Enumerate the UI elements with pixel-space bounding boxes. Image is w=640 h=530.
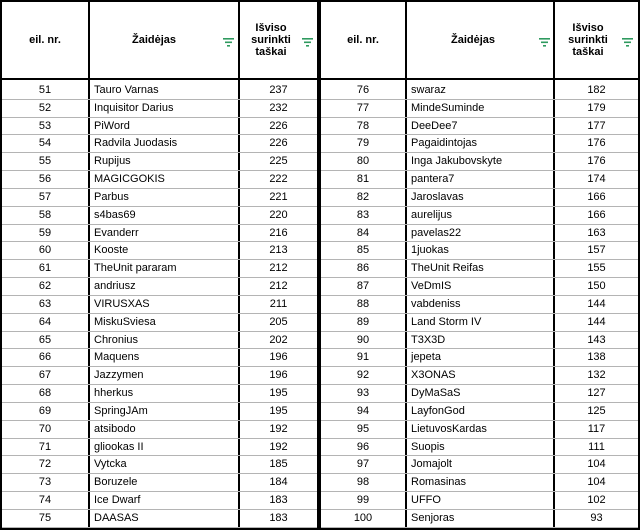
table-row [321,367,638,385]
column-header-points-line-1: Išviso [572,22,604,34]
player-name: VeDmIS [411,280,452,293]
row-number: 99 [356,494,370,507]
player-name: SpringJAm [94,404,148,417]
player-points: 196 [269,369,288,382]
table-row [321,349,638,367]
column-header-player-label: Žaidėjas [132,34,177,46]
left-table-header [2,2,317,78]
row-number: 77 [356,101,370,114]
player-points: 195 [269,404,288,417]
player-name: Boruzele [94,476,138,489]
player-points: 144 [587,297,606,310]
player-points: 166 [587,208,606,221]
row-number: 67 [38,369,52,382]
player-points: 212 [269,280,288,293]
player-name: Inga Jakubovskyte [411,155,503,168]
row-number: 70 [38,422,52,435]
column-header-points-line-2: surinkti [568,34,608,46]
player-name: Maquens [94,351,140,364]
filter-icon[interactable] [302,38,313,47]
player-name: aurelijus [411,208,452,221]
column-header-points-line-2: surinkti [251,34,291,46]
player-points: 202 [269,333,288,346]
table-row [321,82,638,100]
player-points: 196 [269,351,288,364]
row-number: 74 [38,494,52,507]
player-name: andriusz [94,280,136,293]
player-name: swaraz [411,84,446,96]
player-points: 127 [587,387,606,400]
column-header-points[interactable] [240,2,302,78]
row-number: 100 [353,511,373,524]
row-number: 87 [356,280,370,293]
player-points: 221 [269,190,288,203]
player-points: 226 [269,119,288,132]
player-name: Vytcka [94,458,127,471]
row-number: 94 [356,404,370,417]
player-name: PiWord [94,119,130,132]
player-points: 220 [269,208,288,221]
table-row [2,492,317,510]
player-points: 144 [587,315,606,328]
row-number: 73 [38,476,52,489]
player-name: LayfonGod [411,404,465,417]
row-number: 92 [356,369,370,382]
table-row [321,314,638,332]
row-number: 55 [38,155,52,168]
table-row [321,456,638,474]
player-name: MindeSuminde [411,101,485,114]
left-table-rows [2,82,317,528]
table-row [2,278,317,296]
table-row [2,349,317,367]
player-points: 184 [269,476,288,489]
table-row [321,439,638,457]
player-points: 213 [269,244,288,257]
table-row [2,82,317,100]
player-points: 155 [587,262,606,275]
player-points: 176 [587,155,606,168]
player-name: Inquisitor Darius [94,101,174,114]
player-name: DeeDee7 [411,119,458,132]
table-row [2,510,317,528]
player-points: 138 [587,351,606,364]
row-number: 95 [356,422,370,435]
player-name: s4bas69 [94,208,136,221]
table-row [2,421,317,439]
player-points: 216 [269,226,288,239]
player-name: TheUnit Reifas [411,262,484,275]
player-name: Jazzymen [94,369,144,382]
row-number: 83 [356,208,370,221]
player-name: gliookas II [94,440,144,453]
row-number: 52 [38,101,52,114]
player-points: 232 [269,101,288,114]
player-points: 192 [269,440,288,453]
table-row [2,118,317,136]
row-number: 93 [356,387,370,400]
table-row [2,260,317,278]
row-number: 91 [356,351,370,364]
table-row [321,153,638,171]
player-points: 205 [269,315,288,328]
player-points: 117 [587,422,606,435]
filter-icon[interactable] [223,38,234,47]
player-points: 179 [587,101,606,114]
player-name: Parbus [94,190,129,203]
right-table-header [321,2,638,78]
column-header-number[interactable] [2,2,88,78]
player-points: 104 [587,458,606,471]
player-points: 143 [587,333,606,346]
row-number: 68 [38,387,52,400]
filter-icon[interactable] [622,38,633,47]
player-name: jepeta [411,351,441,364]
player-points: 157 [587,244,606,257]
row-number: 63 [38,297,52,310]
player-points: 183 [269,494,288,507]
table-row [321,474,638,492]
column-header-points-line-1: Išviso [255,22,287,34]
row-number: 64 [38,315,52,328]
player-points: 182 [587,84,606,96]
player-name: Evanderr [94,226,139,239]
row-number: 78 [356,119,370,132]
row-number: 65 [38,333,52,346]
row-number: 69 [38,404,52,417]
player-name: MiskuSviesa [94,315,156,328]
row-number: 66 [38,351,52,364]
row-number: 88 [356,297,370,310]
row-number: 59 [38,226,52,239]
column-header-number-label: eil. nr. [347,34,379,46]
table-row [2,189,317,207]
column-header-points-line-3: taškai [255,46,287,58]
player-points: 237 [269,84,288,96]
table-row [2,456,317,474]
player-name: Land Storm IV [411,315,482,328]
player-name: Jaroslavas [411,190,464,203]
column-header-points[interactable] [555,2,621,78]
player-name: X3ONAS [411,369,456,382]
player-points: 111 [588,440,605,453]
player-points: 176 [587,137,606,150]
player-name: Rupijus [94,155,131,168]
player-name: Pagaidintojas [411,137,478,150]
row-number: 90 [356,333,370,346]
row-number: 54 [38,137,52,150]
row-number: 98 [356,476,370,489]
row-number: 53 [38,119,52,132]
table-row [2,207,317,225]
player-name: Kooste [94,244,129,257]
table-row [321,118,638,136]
player-points: 225 [269,155,288,168]
player-points: 102 [587,494,606,507]
player-points: 211 [269,297,288,310]
row-number: 97 [356,458,370,471]
player-points: 150 [587,280,606,293]
player-name: UFFO [411,494,441,507]
player-points: 125 [587,404,606,417]
player-points: 212 [269,262,288,275]
table-row [2,474,317,492]
column-header-number[interactable] [321,2,405,78]
row-number: 80 [356,155,370,168]
table-row [2,403,317,421]
row-number: 96 [356,440,370,453]
row-number: 85 [356,244,370,257]
row-number: 58 [38,208,52,221]
player-name: Romasinas [411,476,467,489]
table-row [2,153,317,171]
player-name: Senjoras [411,511,455,524]
row-number: 89 [356,315,370,328]
table-row [321,492,638,510]
player-name: Chronius [94,333,139,346]
player-name: pantera7 [411,173,455,186]
table-row [2,439,317,457]
column-header-player[interactable] [90,2,238,78]
row-number: 60 [38,244,52,257]
table-row [321,207,638,225]
filter-icon[interactable] [539,38,550,47]
row-number: 86 [356,262,370,275]
table-row [321,278,638,296]
table-row [2,242,317,260]
player-points: 132 [587,369,606,382]
row-number: 62 [38,280,52,293]
row-number: 51 [38,84,52,96]
row-number: 76 [356,84,370,96]
player-name: VIRUSXAS [94,297,150,310]
player-name: Jomajolt [411,458,452,471]
row-number: 72 [38,458,52,471]
column-header-player-label: Žaidėjas [451,34,496,46]
player-points: 185 [269,458,288,471]
right-table-rows [321,82,638,528]
table-row [2,135,317,153]
table-row [321,135,638,153]
table-row [321,296,638,314]
right-table [321,80,638,528]
column-header-number-label: eil. nr. [29,34,61,46]
player-name: MAGICGOKIS [94,173,165,186]
row-number: 71 [38,440,52,453]
table-row [2,296,317,314]
table-row [321,260,638,278]
player-points: 195 [269,387,288,400]
table-row [321,189,638,207]
table-row [321,385,638,403]
player-points: 192 [269,422,288,435]
row-number: 75 [38,511,52,524]
player-points: 183 [269,511,288,524]
player-name: T3X3D [411,333,446,346]
table-row [321,332,638,350]
player-name: pavelas22 [411,226,462,239]
player-name: atsibodo [94,422,136,435]
player-points: 104 [587,476,606,489]
table-row [321,242,638,260]
player-points: 166 [587,190,606,203]
player-name: Suopis [411,440,445,453]
row-number: 81 [356,173,370,186]
player-points: 177 [587,119,606,132]
player-name: 1juokas [411,244,449,257]
player-name: DyMaSaS [411,387,461,400]
player-name: LietuvosKardas [411,422,487,435]
table-row [2,385,317,403]
row-number: 79 [356,137,370,150]
player-points: 174 [587,173,606,186]
table-row [321,403,638,421]
table-row [321,225,638,243]
table-row [2,225,317,243]
row-number: 82 [356,190,370,203]
player-name: vabdeniss [411,297,461,310]
table-row [321,171,638,189]
player-name: Ice Dwarf [94,494,141,507]
player-points: 226 [269,137,288,150]
player-points: 93 [590,511,603,524]
player-name: hherkus [94,387,134,400]
table-row [321,510,638,528]
left-table [2,80,317,528]
table-row [2,100,317,118]
player-name: DAASAS [94,511,139,524]
table-row [321,100,638,118]
column-header-points-line-3: taškai [572,46,604,58]
table-row [2,367,317,385]
player-name: Tauro Varnas [94,84,159,96]
table-row [2,332,317,350]
row-number: 57 [38,190,52,203]
column-header-player[interactable] [407,2,553,78]
table-row [2,314,317,332]
table-row [2,171,317,189]
player-name: TheUnit pararam [94,262,177,275]
row-number: 84 [356,226,370,239]
player-points: 222 [269,173,288,186]
row-number: 56 [38,173,52,186]
row-number: 61 [38,262,52,275]
player-name: Radvila Juodasis [94,137,178,150]
player-points: 163 [587,226,606,239]
table-row [321,421,638,439]
